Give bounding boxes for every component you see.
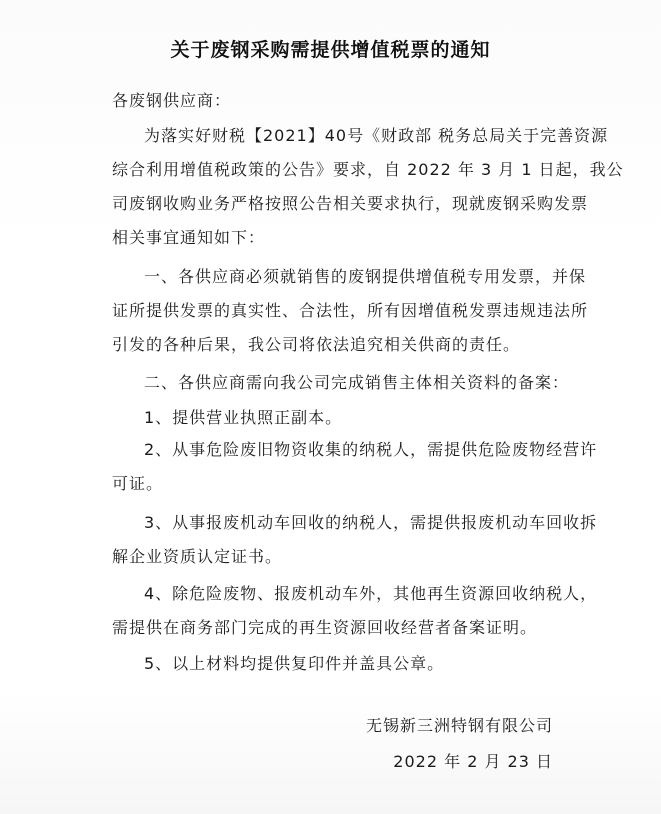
paragraph-line: 4、除危险废物、报废机动车外，其他再生资源回收纳税人， [144,584,598,603]
paragraph-line: 2、从事危险废旧物资收集的纳税人，需提供危险废物经营许 [144,440,598,459]
paragraph-line: 为落实好财税【2021】40号《财政部 税务总局关于完善资源 [144,126,609,145]
paragraph-line: 证所提供发票的真实性、合法性，所有因增值税发票违规违法所 [112,301,589,320]
greeting: 各废钢供应商： [112,91,232,110]
paragraph-line: 需提供在商务部门完成的再生资源回收经营者备案证明。 [112,618,538,637]
paragraph-line: 3、从事报废机动车回收的纳税人，需提供报废机动车回收拆 [144,513,598,532]
paragraph-line: 二、各供应商需向我公司完成销售主体相关资料的备案： [144,373,570,392]
paragraph-line: 综合利用增值税政策的公告》要求，自 2022 年 3 月 1 日起，我公 [112,160,624,179]
company-signature: 无锡新三洲特钢有限公司 [365,716,553,735]
document-title: 关于废钢采购需提供增值税票的通知 [170,39,491,61]
paragraph-line: 一、各供应商必须就销售的废钢提供增值税专用发票，并保 [144,267,587,286]
paragraph-line: 司废钢收购业务严格按照公告相关要求执行，现就废钢采购发票 [112,194,589,213]
paragraph-line: 5、以上材料均提供复印件并盖具公章。 [144,654,445,673]
signature-date: 2022 年 2 月 23 日 [393,752,553,771]
paragraph-line: 解企业资质认定证书。 [112,547,283,566]
paragraph-line: 引发的各种后果，我公司将依法追究相关供商的责任。 [112,335,521,354]
paragraph-line: 1、提供营业执照正副本。 [144,408,343,427]
paragraph-line: 可证。 [112,474,164,493]
paragraph-line: 相关事宜通知如下： [112,228,266,247]
